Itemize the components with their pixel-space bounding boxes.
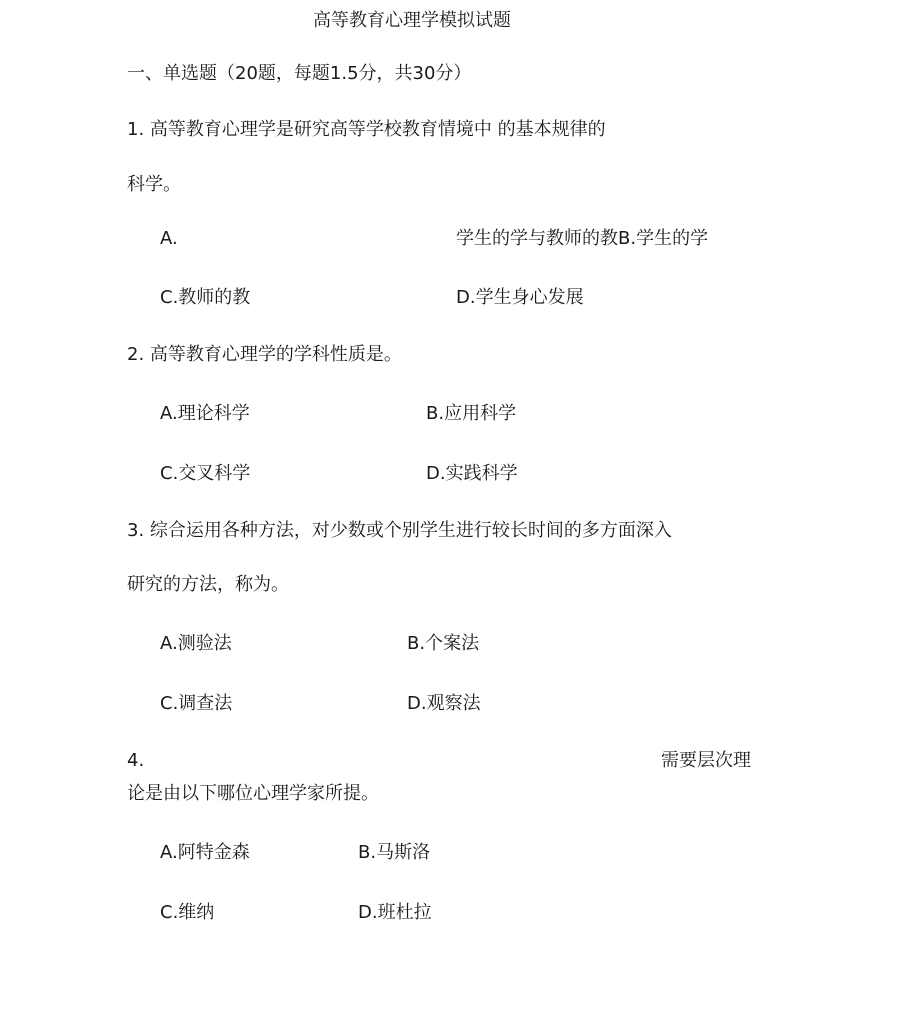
section-heading: 一、单选题（20题，每题1.5分，共30分） — [127, 63, 472, 84]
question-1-option-d: D.学生身心发展 — [456, 287, 584, 308]
question-2-stem-line1: 2. 高等教育心理学的学科性质是。 — [127, 344, 402, 365]
question-3-option-d: D.观察法 — [407, 693, 481, 714]
page-title: 高等教育心理学模拟试题 — [313, 10, 511, 31]
question-2-option-a: A.理论科学 — [160, 403, 250, 424]
question-2-option-c: C.交叉科学 — [160, 463, 251, 484]
question-4-number: 4. — [127, 750, 145, 771]
question-3-option-b: B.个案法 — [407, 633, 480, 654]
question-1-stem-line2: 科学。 — [127, 174, 181, 195]
question-3-stem-line2: 研究的方法，称为。 — [127, 574, 289, 595]
question-1-option-a-label: A. — [160, 228, 178, 249]
question-1-option-a-text: 学生的学与教师的教B.学生的学 — [456, 228, 709, 249]
question-4-option-b: B.马斯洛 — [358, 842, 431, 863]
question-3-option-a: A.测验法 — [160, 633, 232, 654]
question-2-option-d: D.实践科学 — [426, 463, 518, 484]
question-3-stem-line1: 3. 综合运用各种方法，对少数或个别学生进行较长时间的多方面深入 — [127, 520, 672, 541]
question-4-option-c: C.维纳 — [160, 902, 215, 923]
question-4-option-d: D.班杜拉 — [358, 902, 432, 923]
question-3-option-c: C.调查法 — [160, 693, 233, 714]
question-4-option-a: A.阿特金森 — [160, 842, 250, 863]
question-2-option-b: B.应用科学 — [426, 403, 517, 424]
question-4-stem-tail: 需要层次理 — [661, 750, 751, 771]
question-1-stem-line1: 1. 高等教育心理学是研究高等学校教育情境中 的基本规律的 — [127, 119, 606, 140]
question-4-stem-line2: 论是由以下哪位心理学家所提。 — [127, 783, 379, 804]
question-1-option-c: C.教师的教 — [160, 287, 251, 308]
